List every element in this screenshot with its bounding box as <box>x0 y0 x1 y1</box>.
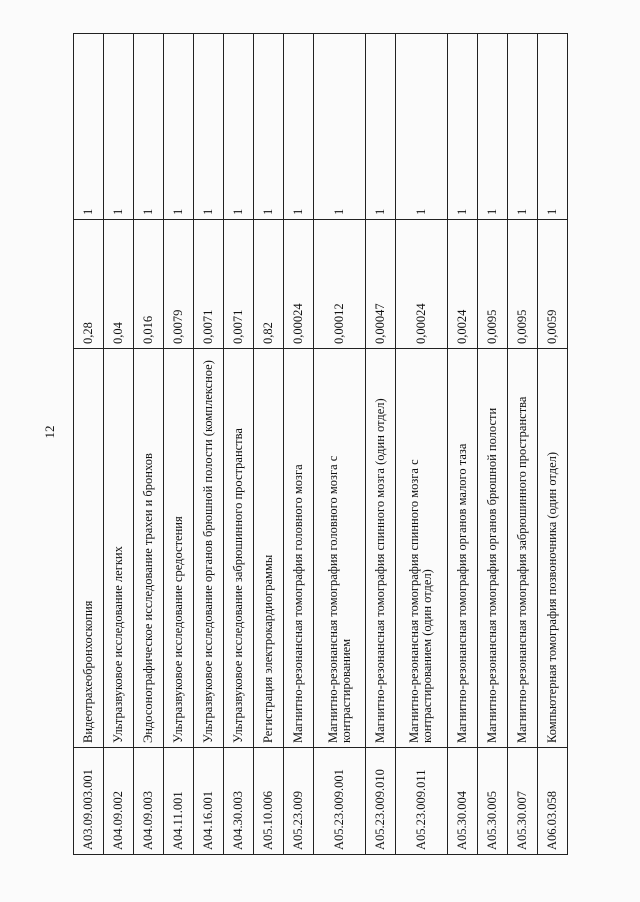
quantity-value: 1 <box>164 34 194 220</box>
frequency-value: 0,0079 <box>164 220 194 349</box>
quantity-value: 1 <box>134 34 164 220</box>
service-name: Ультразвуковое исследование легких <box>104 349 134 748</box>
frequency-value: 0,0071 <box>194 220 224 349</box>
quantity-value: 1 <box>254 34 284 220</box>
service-code: A05.30.005 <box>477 748 507 855</box>
frequency-value: 0,28 <box>74 220 104 349</box>
service-code: A03.09.003.001 <box>74 748 104 855</box>
service-name: Магнитно-резонансная томография забрюшинного пространства <box>507 349 537 748</box>
table-row <box>366 34 396 855</box>
quantity-value: 1 <box>224 34 254 220</box>
table-row <box>447 34 477 855</box>
service-code: A05.23.009.011 <box>396 748 448 855</box>
service-name: Компьютерная томография позвоночника (один отдел) <box>537 349 567 748</box>
service-name: Магнитно-резонансная томография спинного мозга (один отдел) <box>366 349 396 748</box>
service-code: A05.30.007 <box>507 748 537 855</box>
quantity-value: 1 <box>314 34 366 220</box>
service-code: A05.10.006 <box>254 748 284 855</box>
quantity-value: 1 <box>537 34 567 220</box>
page-number: 12 <box>42 425 57 439</box>
service-code: A05.23.009.010 <box>366 748 396 855</box>
service-code: A04.11.001 <box>164 748 194 855</box>
table-row <box>134 34 164 855</box>
frequency-value: 0,0071 <box>224 220 254 349</box>
service-code: A05.23.009 <box>284 748 314 855</box>
table-row <box>284 34 314 855</box>
quantity-value: 1 <box>507 34 537 220</box>
quantity-value: 1 <box>194 34 224 220</box>
service-name: Магнитно-резонансная томография спинного мозга с контрастированием (один отдел) <box>396 349 448 748</box>
frequency-value: 0,016 <box>134 220 164 349</box>
table-row <box>396 34 448 855</box>
service-name: Ультразвуковое исследование средостения <box>164 349 194 748</box>
service-name: Магнитно-резонансная томография органов малого таза <box>447 349 477 748</box>
table-row <box>477 34 507 855</box>
table-row <box>104 34 134 855</box>
services-table <box>73 33 568 855</box>
table-row <box>164 34 194 855</box>
service-name: Видеотрахеобронхоскопия <box>74 349 104 748</box>
service-name: Эндосонографическое исследование трахеи и бронхов <box>134 349 164 748</box>
table-row <box>194 34 224 855</box>
service-code: A04.09.003 <box>134 748 164 855</box>
quantity-value: 1 <box>447 34 477 220</box>
service-code: A04.30.003 <box>224 748 254 855</box>
quantity-value: 1 <box>284 34 314 220</box>
table-row <box>74 34 104 855</box>
service-code: A04.16.001 <box>194 748 224 855</box>
table-row <box>254 34 284 855</box>
service-name: Регистрация электрокардиограммы <box>254 349 284 748</box>
service-code: A05.23.009.001 <box>314 748 366 855</box>
table-row <box>537 34 567 855</box>
service-name: Ультразвуковое исследование забрюшинного пространства <box>224 349 254 748</box>
service-code: A05.30.004 <box>447 748 477 855</box>
frequency-value: 0,0095 <box>507 220 537 349</box>
frequency-value: 0,04 <box>104 220 134 349</box>
service-name: Магнитно-резонансная томография органов брюшной полости <box>477 349 507 748</box>
frequency-value: 0,0059 <box>537 220 567 349</box>
frequency-value: 0,0095 <box>477 220 507 349</box>
service-code: A04.09.002 <box>104 748 134 855</box>
quantity-value: 1 <box>366 34 396 220</box>
frequency-value: 0,00024 <box>396 220 448 349</box>
table-row <box>507 34 537 855</box>
service-name: Магнитно-резонансная томография головного мозга <box>284 349 314 748</box>
frequency-value: 0,82 <box>254 220 284 349</box>
frequency-value: 0,0024 <box>447 220 477 349</box>
rotated-table-frame <box>73 33 568 855</box>
frequency-value: 0,00047 <box>366 220 396 349</box>
service-code: A06.03.058 <box>537 748 567 855</box>
quantity-value: 1 <box>396 34 448 220</box>
table-row <box>314 34 366 855</box>
table-row <box>224 34 254 855</box>
service-name: Магнитно-резонансная томография головного мозга с контрастированием <box>314 349 366 748</box>
service-name: Ультразвуковое исследование органов брюшной полости (комплексное) <box>194 349 224 748</box>
quantity-value: 1 <box>104 34 134 220</box>
quantity-value: 1 <box>74 34 104 220</box>
quantity-value: 1 <box>477 34 507 220</box>
frequency-value: 0,00012 <box>314 220 366 349</box>
frequency-value: 0,00024 <box>284 220 314 349</box>
